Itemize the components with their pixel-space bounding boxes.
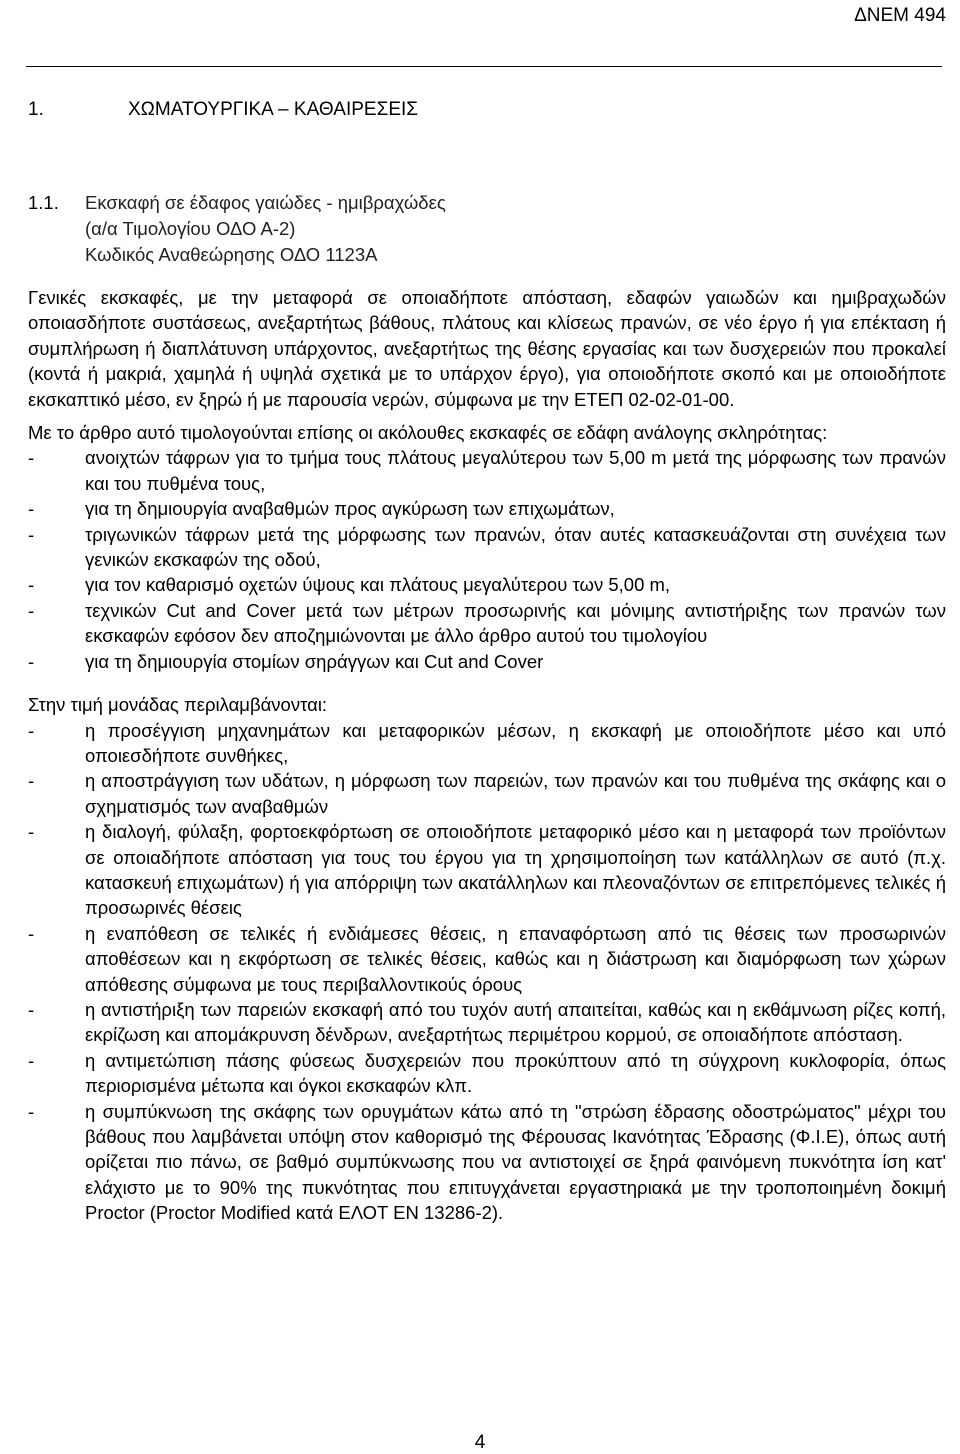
list-dash: - — [28, 922, 35, 944]
section-revision-code: Κωδικός Αναθεώρησης ΟΔΟ 1123Α — [85, 244, 378, 265]
list-item: - τριγωνικών τάφρων μετά της μόρφωσης των πρανών, όταν αυτές κατασκευάζονται στη συνέχεια των γενικών εκσκαφών της οδού, — [28, 523, 946, 571]
also-priced-intro: Με το άρθρο αυτό τιμολογούνται επίσης οι ακόλουθες εκσκαφές σε εδάφη ανάλογης σκληρότητας: — [28, 422, 828, 444]
list-dash: - — [28, 523, 35, 545]
list-dash: - — [28, 599, 35, 621]
list-item: - τεχνικών Cut and Cover μετά των μέτρων προσωρινής και μόνιμης αντιστήριξης των πρανών των εκσκαφών εφόσον δεν αποζημιώνονται με άλλο άρθρο αυτού του τιμολογίου — [28, 599, 946, 647]
chapter-title: ΧΩΜΑΤΟΥΡΓΙΚΑ – ΚΑΘΑΙΡΕΣΕΙΣ — [128, 99, 419, 120]
included-intro: Στην τιμή μονάδας περιλαμβάνονται: — [28, 694, 328, 716]
section-number: 1.1. — [28, 192, 59, 213]
list-dash: - — [28, 821, 35, 843]
list-item: - η αποστράγγιση των υδάτων, η μόρφωση των παρειών, των πρανών και του πυθμένα της σκάφης και ο σχηματισμός των αναβαθμών — [28, 770, 946, 817]
list-item: - για τη δημιουργία στομίων σηράγγων και Cut and Cover — [28, 649, 946, 674]
also-priced-list — [28, 445, 946, 674]
list-item: - η προσέγγιση μηχανημάτων και μεταφορικών μέσων, η εκσκαφή με οποιοδήποτε μέσο και υπό οποιεσδήποτε συνθήκες, — [28, 719, 946, 766]
list-item: - για τη δημιουργία αναβαθμών προς αγκύρωση των επιχωμάτων, — [28, 496, 946, 521]
article-body — [28, 285, 946, 1226]
list-dash: - — [28, 998, 35, 1020]
section-tender-reference: (α/α Τιμολογίου ΟΔΟ Α-2) — [85, 218, 296, 239]
description-paragraph: Γενικές εκσκαφές, με την μεταφορά σε οποιαδήποτε απόσταση, εδαφών γαιωδών και ημιβραχωδών οποιασδήποτε συστάσεως, ανεξαρτήτως βάθους, πλάτους και κλίσεως πρανών, σε νέο έργο ή για επέκταση ή συμπλήρωση ή διαπλάτυνση υπάρχοντος, ανεξαρτήτως της θέσης εργασίας και των δυσχερειών που προκαλεί (κοντά ή μακριά, χαμηλά ή υψηλά σχετικά με το υπάρχον έργο), για οποιοδήποτε σκοπό και με οποιοδήποτε εκσκαπτικό μέσο, εν ξηρώ ή με παρουσία νερών, σύμφωνα με την ΕΤΕΠ 02-02-01-00. — [28, 287, 946, 410]
section-heading — [28, 190, 948, 268]
list-item: - η συμπύκνωση της σκάφης των ορυγμάτων κάτω από τη "στρώση έδρασης οδοστρώματος" μέχρι του βάθους που λαμβάνεται υπόψη στον καθορισμό της Φέρουσας Ικανότητας Έδρασης (Φ.Ι.Ε), όπως αυτή ορίζεται πιο πάνω, σε βαθμό συμπύκνωσης που να αντιστοιχεί σε ξηρά φαινόμενη πυκνότητα ίση κατ' ελάχιστο με το 90% της πυκνότητας που επιτυγχάνεται εργαστηριακά με την τροποποιημένη δοκιμή Proctor (Proctor Modified κατά ΕΛΟΤ ΕΝ 13286-2). — [28, 1100, 946, 1224]
section-title: Εκσκαφή σε έδαφος γαιώδες - ημιβραχώδες — [85, 192, 446, 213]
document-reference: ΔΝΕΜ 494 — [854, 5, 946, 26]
list-item: - ανοιχτών τάφρων για το τμήμα τους πλάτους μεγαλύτερου των 5,00 m μετά της μόρφωσης των πρανών και του πυθμένα τους, — [28, 447, 946, 494]
list-dash: - — [28, 719, 35, 741]
header-divider — [26, 66, 942, 67]
section-title-row — [28, 190, 948, 216]
chapter-number: 1. — [28, 99, 44, 120]
list-item: - για τον καθαρισμό οχετών ύψους και πλάτους μεγαλύτερου των 5,00 m, — [28, 572, 946, 597]
list-item: - η διαλογή, φύλαξη, φορτοεκφόρτωση σε οποιοδήποτε μεταφορικό μέσο και η μεταφορά των προϊόντων σε οποιαδήποτε απόσταση για τους του έργου για τη χρησιμοποίηση των κατάλληλων σε αυτό (π.χ. κατασκευή επιχωμάτων) ή για απόρριψη των ακατάλληλων και πλεοναζόντων σε επιτρεπόμενες τελικές ή προσωρινές θέσεις — [28, 821, 946, 919]
list-dash: - — [28, 650, 35, 672]
list-dash: - — [28, 498, 35, 520]
chapter-heading — [28, 98, 418, 122]
list-dash: - — [28, 574, 35, 596]
included-list — [28, 718, 946, 1226]
list-item: - η αντιστήριξη των παρειών εκσκαφή από του τυχόν αυτή απαιτείται, καθώς και η εκθάμνωση ρίζες κοπή, εκρίζωση και απομάκρυνση δένδρων, ανεξαρτήτως περιμέτρου κορμού, σε οποιαδήποτε απόσταση. — [28, 998, 946, 1046]
list-item: - η αντιμετώπιση πάσης φύσεως δυσχερειών που προκύπτουν από τη σύγχρονη κυκλοφορία, όπως περιορισμένα μέτωπα και όγκοι εκσκαφών κλπ. — [28, 1049, 946, 1097]
list-dash: - — [28, 447, 35, 469]
list-dash: - — [28, 770, 35, 792]
list-item: - η εναπόθεση σε τελικές ή ενδιάμεσες θέσεις, η επαναφόρτωση από τις θέσεις των προσωρινών αποθέσεων και η εκφόρτωση σε τελικές θέσεις, καθώς και η διάστρωση και διαμόρφωση των χώρων απόθεσης σύμφωνα με τους περιβαλλοντικούς όρους — [28, 922, 946, 995]
list-dash: - — [28, 1100, 35, 1122]
page-number: 4 — [474, 1432, 486, 1453]
list-dash: - — [28, 1049, 35, 1071]
